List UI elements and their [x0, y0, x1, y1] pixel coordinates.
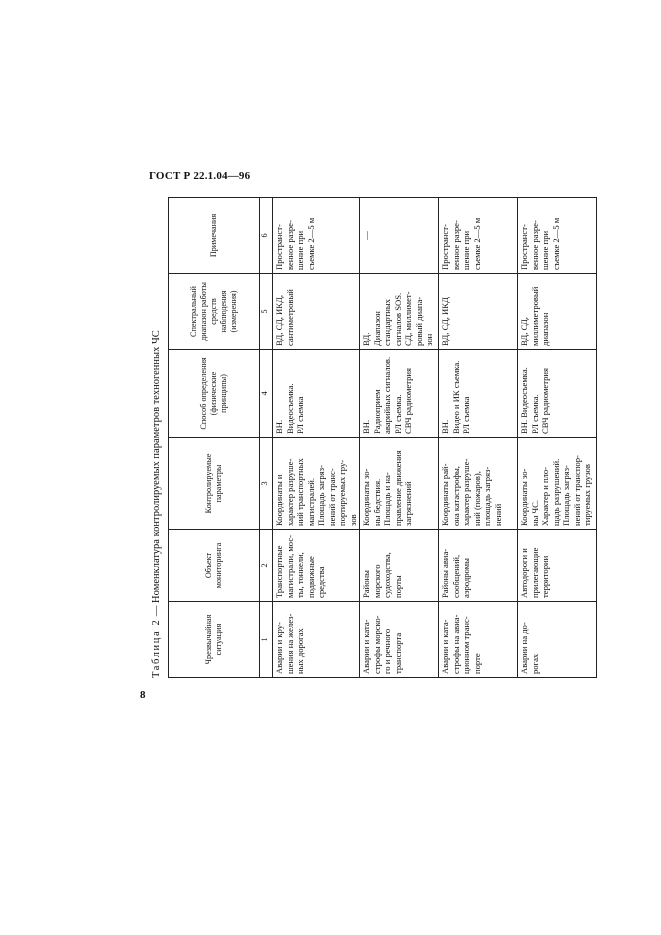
cell-text-line: Координаты зо- — [519, 468, 529, 526]
cell-text-line: Координаты зо- — [361, 468, 371, 526]
cell-text-line: диапазон — [540, 312, 550, 346]
cell-text-line: го и речного — [382, 628, 392, 674]
cell-text-line: щадь разрушений. — [550, 458, 561, 526]
cell-text-line: нений — [492, 503, 503, 526]
cell-text-line: аэродромы — [461, 558, 471, 598]
cell-text-line: ВН. — [361, 419, 371, 434]
column-number: 4 — [260, 350, 273, 438]
cell-text-line: венное разре- — [284, 220, 295, 270]
cell-method — [273, 350, 360, 438]
cell-text-line: зон — [424, 333, 434, 346]
cell-text-line: нений от транс- — [326, 468, 337, 526]
cell-text-line: Аварии и кру- — [274, 622, 284, 674]
cell-text-line: Координаты и — [274, 474, 284, 526]
cell-notes — [518, 198, 597, 274]
cell-text-line: миллиметровый — [529, 286, 540, 346]
cell-text-line: Видео и ИК съемка. — [450, 360, 461, 434]
cell-text-line: Площадь загряз- — [561, 465, 571, 526]
column-header-notes: Примечания — [169, 198, 260, 274]
rotated-table-area — [150, 198, 592, 678]
cell-text-line: транспорта — [392, 632, 403, 674]
cell-object — [360, 530, 439, 602]
cell-parameters — [360, 438, 439, 530]
column-number: 6 — [260, 198, 273, 274]
cell-text-line: тируемых грузов — [582, 464, 592, 526]
cell-text-line: ВН. Видеосъемка. — [519, 367, 529, 434]
cell-text-line: судоходства, — [382, 552, 392, 598]
table-row — [518, 198, 597, 678]
cell-text-line: РЛ съемка — [461, 396, 471, 434]
column-number: 5 — [260, 274, 273, 350]
cell-text-line: Площадь и на- — [382, 472, 392, 526]
cell-text-line: морского — [371, 564, 382, 598]
cell-text-line: ровый диапа- — [413, 296, 424, 346]
cell-text-line: сигналов SOS. — [392, 292, 403, 346]
cell-situation — [360, 602, 439, 678]
cell-object — [439, 530, 518, 602]
cell-text-line: съемке 2—5 м — [550, 217, 561, 270]
cell-text-line: зов — [347, 514, 358, 526]
cell-text-line: ВН. — [274, 419, 284, 434]
cell-text-line: Автодороги и — [519, 548, 529, 598]
cell-text-line: РЛ съемка. — [529, 394, 540, 434]
cell-text-line: РЛ съемка. — [392, 394, 403, 434]
cell-method — [439, 350, 518, 438]
cell-situation — [273, 602, 360, 678]
table-body — [273, 198, 597, 678]
cell-text-line: РЛ съемка — [295, 396, 305, 434]
table-caption — [150, 198, 166, 678]
column-header-parameters: Контролируемые параметры — [169, 438, 260, 530]
table-row — [360, 198, 439, 678]
cell-text-line: Диапазон — [371, 311, 382, 346]
cell-text-line: Площадь загряз- — [316, 465, 326, 526]
cell-text-line: Аварии и ката- — [361, 619, 371, 674]
cell-spectral-range — [273, 274, 360, 350]
cell-text-line: она катастрофы, — [450, 466, 461, 526]
cell-text-line: нений от транспор- — [571, 455, 582, 526]
cell-text-line: Пространст- — [274, 224, 284, 270]
cell-text-line: ны ЧС. — [529, 500, 540, 526]
table-row — [439, 198, 518, 678]
cell-notes — [439, 198, 518, 274]
cell-text-line: венное разре- — [450, 220, 461, 270]
cell-text-line: ционном транс- — [461, 616, 471, 674]
cell-text-line: рогах — [529, 653, 540, 674]
cell-text-line: Координаты рай- — [440, 463, 450, 526]
page-number: 8 — [140, 689, 146, 701]
cell-text-line: магистралей. — [305, 477, 316, 526]
cell-text-line: СД, миллимет- — [403, 291, 413, 346]
nomenclature-table — [168, 197, 597, 678]
cell-notes — [273, 198, 360, 274]
table-block — [150, 198, 592, 678]
cell-text-line: шение при — [540, 230, 550, 270]
cell-text-line: СВЧ радиометрия — [403, 368, 413, 434]
cell-text-line: ВД, СД, ИКД — [440, 297, 450, 346]
cell-text-line: порты — [392, 575, 403, 598]
cell-text-line: СВЧ радиометрия — [540, 368, 550, 434]
cell-text-line: Районы — [361, 570, 371, 598]
cell-situation — [439, 602, 518, 678]
cell-text-line: прилегающие — [529, 547, 540, 598]
cell-text-line: подвижные — [305, 556, 316, 598]
cell-text-line: съемке 2—5 м — [305, 217, 316, 270]
table-caption-label: Таблица 2 — [151, 618, 162, 678]
cell-text-line: ВН. — [440, 419, 450, 434]
cell-object — [273, 530, 360, 602]
cell-text-line: ний транспортных — [295, 458, 305, 526]
cell-spectral-range — [439, 274, 518, 350]
cell-text-line: правление движения — [392, 450, 403, 526]
cell-text-line: магистрали, мос- — [284, 535, 295, 598]
cell-notes — [360, 198, 439, 274]
column-number: 3 — [260, 438, 273, 530]
column-header-spectral-range: Спектральный диапазон работы средств наблюдения (измерения) — [169, 274, 260, 350]
cell-text-line: Видеосъемка. — [284, 383, 295, 434]
cell-situation — [518, 602, 597, 678]
cell-text-line: Районы авиа- — [440, 548, 450, 598]
cell-text-line: загрязнений — [403, 481, 413, 526]
cell-text-line: ВД. — [361, 332, 371, 346]
table-caption-text: — Номенклатура контролируемых параметров техногенных ЧС — [151, 330, 162, 619]
cell-parameters — [439, 438, 518, 530]
cell-method — [518, 350, 597, 438]
column-header-situation: Чрезвычайная ситуация — [169, 602, 260, 678]
cell-text-line: порте — [471, 653, 482, 674]
cell-spectral-range — [360, 274, 439, 350]
cell-text-line: портируемых гру- — [337, 459, 347, 526]
cell-text-line: шение при — [295, 230, 305, 270]
cell-text-line: стандартных — [382, 299, 392, 346]
cell-text-line: — — [361, 231, 371, 240]
cell-text-line: ны бедствия. — [371, 478, 382, 526]
cell-text-line: аварийных сигналов. — [382, 356, 392, 434]
cell-text-line: венное разре- — [529, 220, 540, 270]
cell-text-line: сантиметровый — [284, 289, 295, 346]
document-header: ГОСТ Р 22.1.04—96 — [149, 170, 251, 182]
cell-method — [360, 350, 439, 438]
cell-text-line: ВД, СД, — [519, 317, 529, 346]
cell-text-line: Транспортные — [274, 545, 284, 598]
cell-text-line: съемке 2—5 м — [471, 217, 482, 270]
cell-text-line: площадь загряз- — [482, 466, 492, 526]
table-row — [273, 198, 360, 678]
cell-text-line: шение при — [461, 230, 471, 270]
cell-text-line: характер разруше- — [461, 458, 471, 526]
cell-parameters — [518, 438, 597, 530]
cell-text-line: строфы морско- — [371, 615, 382, 674]
cell-text-line: строфы на авиа- — [450, 614, 461, 674]
cell-text-line: ВД, СД, ИКД, — [274, 295, 284, 346]
column-header-object: Объект мониторинга — [169, 530, 260, 602]
cell-text-line: Характер и пло- — [540, 466, 550, 526]
cell-text-line: сообщений, — [450, 554, 461, 598]
cell-text-line: ний (пожаров), — [471, 471, 482, 526]
cell-text-line: шения на желез- — [284, 613, 295, 674]
cell-text-line: характер разруше- — [284, 458, 295, 526]
cell-text-line: ты, тоннели, — [295, 552, 305, 598]
cell-text-line: Пространст- — [519, 224, 529, 270]
column-number-row — [260, 198, 273, 678]
cell-text-line: средства — [316, 566, 326, 598]
cell-text-line: Аварии и ката- — [440, 619, 450, 674]
column-number: 1 — [260, 602, 273, 678]
cell-text-line: территории — [540, 555, 550, 598]
cell-text-line: Аварии на до- — [519, 622, 529, 674]
cell-text-line: ных дорогах — [295, 628, 305, 674]
cell-text-line: Пространст- — [440, 224, 450, 270]
cell-text-line: Радиоприем — [371, 389, 382, 434]
column-header-method: Способ определения (физические принципы) — [169, 350, 260, 438]
table-header-row — [169, 198, 260, 678]
cell-parameters — [273, 438, 360, 530]
cell-spectral-range — [518, 274, 597, 350]
column-number: 2 — [260, 530, 273, 602]
cell-object — [518, 530, 597, 602]
